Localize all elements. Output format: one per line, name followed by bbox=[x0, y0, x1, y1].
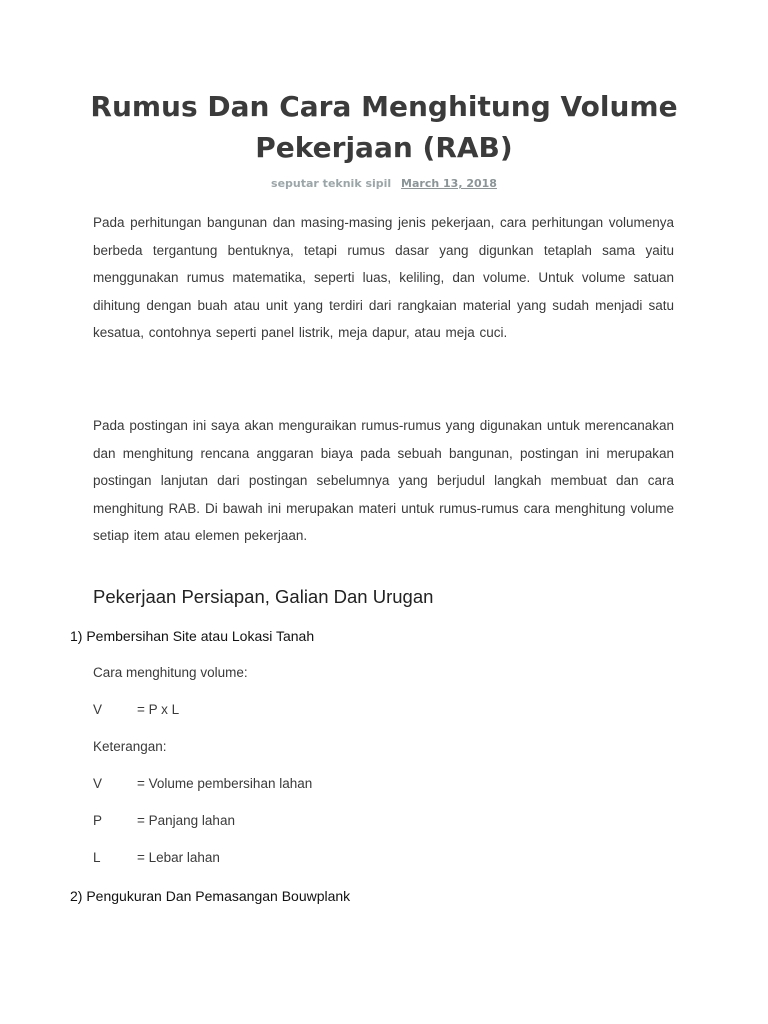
legend-item bbox=[93, 813, 235, 828]
author-name: seputar teknik sipil bbox=[271, 177, 392, 190]
legend-symbol: L bbox=[93, 850, 101, 865]
formula-line bbox=[93, 702, 179, 717]
subsection-heading-1: 1) Pembersihan Site atau Lokasi Tanah bbox=[70, 628, 315, 644]
intro-paragraph: Pada perhitungan bangunan dan masing-masing jenis pekerjaan, cara perhitungan volumenya berbeda tergantung bentuknya, tetapi rumus dasar yang digunkan tetaplah sama yaitu menggunakan rumus matematika, seperti luas, keliling, dan volume. Untuk volume satuan dihitung dengan buah atau unit yang terdiri dari rangkaian material yang sudah menjadi satu kesatua, contohnya seperti panel listrik, meja dapur, atau meja cuci. bbox=[93, 215, 674, 340]
legend-symbol: P bbox=[93, 813, 103, 828]
article-title: Rumus Dan Cara Menghitung Volume Pekerjaan (RAB) bbox=[90, 90, 678, 164]
post-date-link[interactable]: March 13, 2018 bbox=[401, 177, 497, 190]
article-meta bbox=[60, 177, 708, 190]
legend-item bbox=[93, 850, 220, 865]
legend-description: = Panjang lahan bbox=[137, 813, 235, 828]
formula-intro: Cara menghitung volume: bbox=[93, 665, 248, 680]
legend-item bbox=[93, 776, 312, 791]
legend-description: = Lebar lahan bbox=[137, 850, 220, 865]
formula-symbol: V bbox=[93, 702, 103, 717]
body-paragraph: Pada postingan ini saya akan menguraikan rumus-rumus yang digunakan untuk merencanakan dan menghitung rencana anggaran biaya pada sebuah bangunan, postingan ini merupakan postingan lanjutan dari postingan sebelumnya yang berjudul langkah membuat dan cara menghitung RAB. Di bawah ini merupakan materi untuk rumus-rumus cara menghitung volume setiap item atau elemen pekerjaan. bbox=[93, 418, 674, 543]
legend-description: = Volume pembersihan lahan bbox=[137, 776, 313, 791]
section-heading: Pekerjaan Persiapan, Galian Dan Urugan bbox=[93, 586, 434, 607]
subsection-heading-2: 2) Pengukuran Dan Pemasangan Bouwplank bbox=[70, 888, 351, 904]
legend-label: Keterangan: bbox=[93, 739, 167, 754]
formula-expression: = P x L bbox=[137, 702, 180, 717]
legend-symbol: V bbox=[93, 776, 103, 791]
